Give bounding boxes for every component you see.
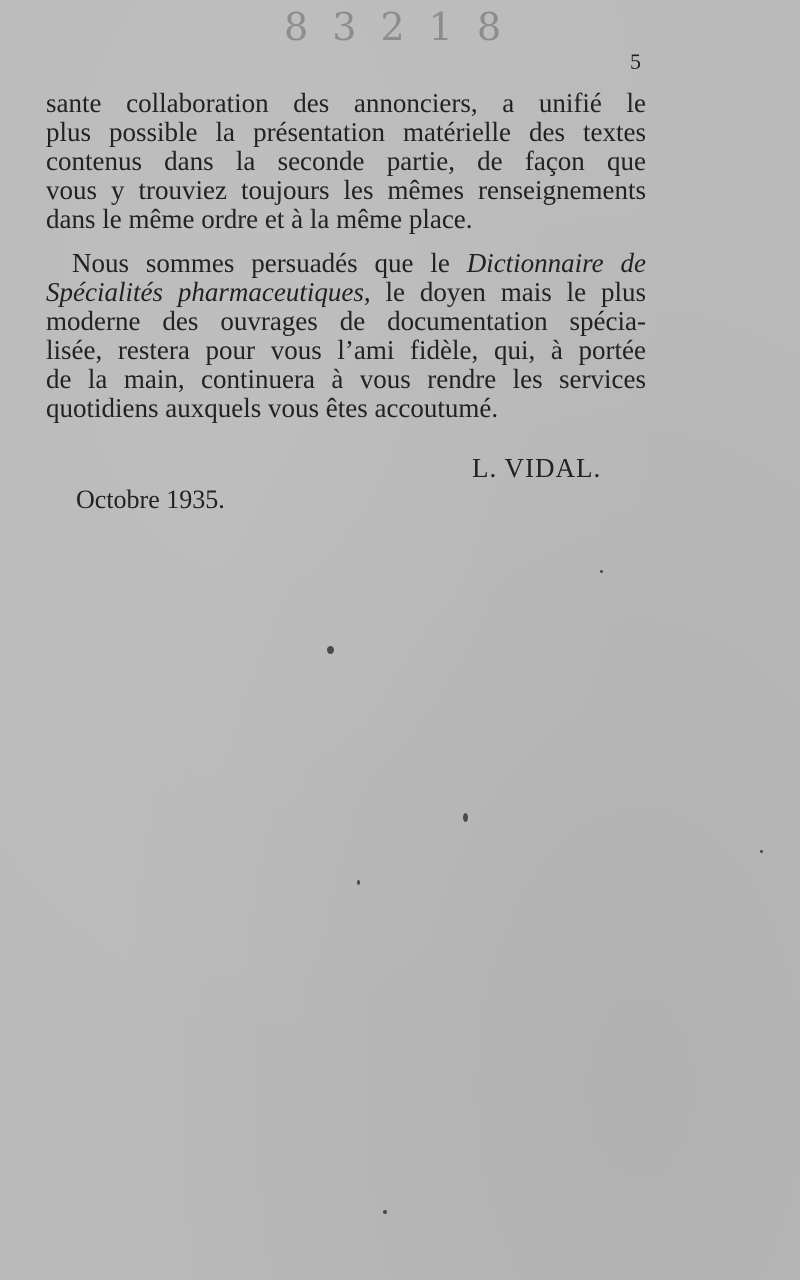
paper-speck: [760, 850, 763, 853]
page-number: 5: [630, 49, 641, 74]
paragraph-1-line: vous y trouviez toujours les mêmes renseignements: [46, 175, 646, 205]
paragraph-2-line: de la main, continuera à vous rendre les services: [46, 364, 646, 394]
paragraph-1-line: contenus dans la seconde partie, de façon que: [46, 146, 646, 176]
paper-speck: [383, 1210, 387, 1214]
paper-speck: [600, 570, 603, 573]
paragraph-2-line-2-text: , le doyen mais le plus: [363, 277, 646, 307]
paper-speck: [463, 813, 468, 822]
date: Octobre 1935.: [76, 485, 225, 514]
paragraph-2-line: moderne des ouvrages de documentation spécia-: [46, 306, 646, 336]
paragraph-2-line: lisée, restera pour vous l’ami fidèle, qui, à portée: [46, 335, 646, 365]
dictionary-title-part-2: Spécialités pharmaceutiques: [46, 277, 364, 307]
paragraph-2-line: quotidiens auxquels vous êtes accoutumé.: [46, 393, 499, 423]
paragraph-1-line: sante collaboration des annonciers, a unifié le: [46, 88, 646, 118]
paragraph-1-line: plus possible la présentation matérielle des textes: [46, 117, 646, 147]
paragraph-2-line: [46, 278, 646, 307]
paragraph-2: [46, 249, 646, 423]
paper-speck: [357, 880, 360, 885]
paper-speck: [327, 646, 334, 654]
paragraph-2-line: [46, 249, 646, 278]
signature: L. VIDAL.: [472, 453, 602, 483]
paragraph-1: [46, 89, 646, 234]
paragraph-1-line: dans le même ordre et à la même place.: [46, 204, 473, 234]
paragraph-2-line-1-text: Nous sommes persuadés que le: [72, 248, 467, 278]
inventory-stamp: 8 3 2 1 8: [284, 5, 508, 49]
dictionary-title-part-1: Dictionnaire de: [466, 248, 646, 278]
